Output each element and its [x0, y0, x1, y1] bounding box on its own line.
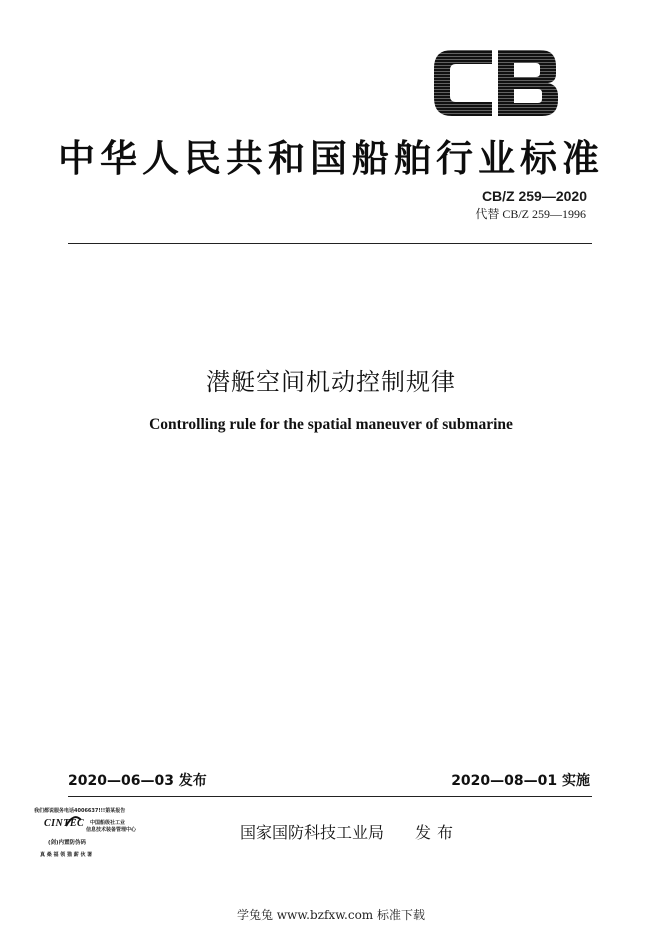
- cb-logo: [430, 46, 562, 120]
- standard-category-title: 中华人民共和国船舶行业标准: [58, 137, 604, 180]
- stamp-logo-text: CINTEC: [44, 818, 85, 829]
- stamp-org-line-b: 信息技术装备管理中心: [86, 827, 137, 833]
- anti-counterfeit-stamp: [34, 808, 137, 874]
- stamp-security-code-text: (剑)内置防伪码: [48, 840, 87, 846]
- stamp-hotline-text: 我们都说服务电话4006637!!!第某报告: [34, 808, 126, 814]
- document-title-english: Controlling rule for the spatial maneuver of submarine: [149, 416, 513, 433]
- stamp-org-line-a: 中国船级社工业: [90, 820, 126, 826]
- stamp-logo-swoosh-icon: [64, 814, 82, 828]
- replaces-standard: 代替 CB/Z 259—1996: [475, 207, 586, 221]
- issue-date: 2020—06—03 发布: [68, 773, 207, 789]
- stamp-footer-text: 真 桑 福 领 猫 薪 伙 署: [40, 852, 93, 858]
- publisher-name: 国家国防科技工业局: [240, 823, 385, 842]
- top-divider: [68, 243, 592, 244]
- bottom-divider: [68, 796, 592, 797]
- footer-watermark: 学兔兔 www.bzfxw.com 标准下载: [236, 908, 426, 922]
- implementation-date: 2020—08—01 实施: [451, 773, 590, 789]
- document-title-chinese: 潜艇空间机动控制规律: [206, 368, 456, 396]
- publisher-action: 发布: [415, 823, 460, 842]
- standard-number: CB/Z 259—2020: [481, 188, 587, 204]
